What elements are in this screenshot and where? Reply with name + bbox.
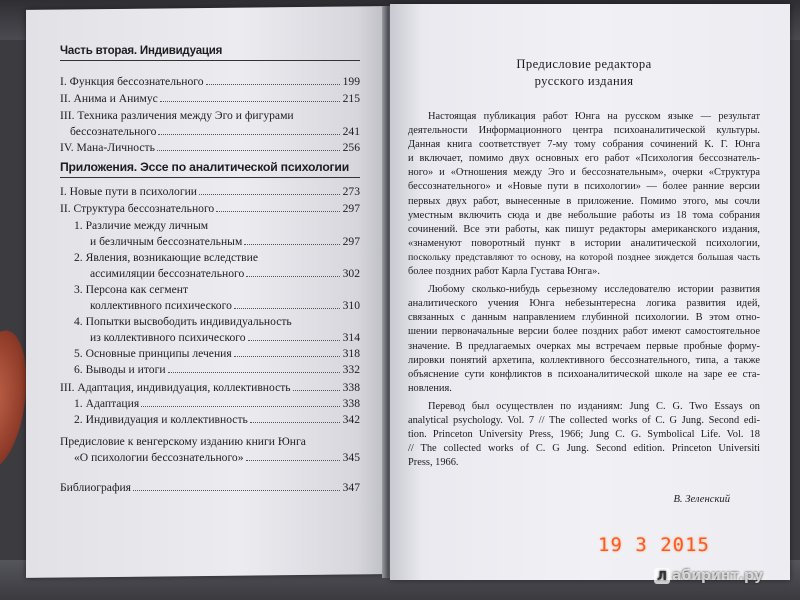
- toc-leader: [248, 340, 340, 341]
- text-line: «знаменуют поворотный пункт в истории аналитической психологии,: [408, 237, 760, 249]
- toc-page: 302: [342, 267, 360, 280]
- toc-rule: [60, 177, 360, 178]
- toc-row: [60, 91, 360, 106]
- toc-page: 215: [342, 92, 360, 105]
- toc-page: 256: [342, 141, 360, 154]
- toc-entry: и безличным бессознательным: [90, 235, 243, 248]
- toc-page: 318: [342, 347, 360, 360]
- preface-signature: В. Зеленский: [673, 494, 730, 505]
- labirint-logo-icon: Л: [654, 568, 670, 584]
- toc-rule: [60, 60, 360, 61]
- text-line: первых двух работ, вынесенные в приложение. Помимо этого, мы сочли: [408, 195, 760, 207]
- toc-entry: 1. Различие между личным: [74, 219, 209, 232]
- text-line: Press, 1966.: [408, 457, 459, 469]
- toc-entry: II. Структура бессознательного: [60, 202, 215, 215]
- toc-row: [60, 184, 360, 199]
- toc-leader: [234, 308, 340, 309]
- toc-row: [90, 234, 360, 249]
- toc-page: 241: [342, 125, 360, 138]
- text-line: Настоящая публикация работ Юнга на русском языке — результат: [428, 111, 760, 122]
- watermark: [654, 568, 763, 584]
- toc-part2-title: Часть вторая. Индивидуация: [60, 45, 223, 57]
- photo-date-stamp: 19 3 2015: [598, 534, 710, 556]
- text-line: поскольку представляют то основу, на которой позднее зиждется большая часть: [408, 251, 760, 263]
- text-line: связанных с данным направлением глубинной психологии. В этом отно-: [408, 312, 760, 324]
- toc-row: [74, 412, 360, 427]
- toc-row: [60, 74, 360, 89]
- text-line: бессознательного» и «Новые пути в психологии» — более ранние версии: [408, 181, 760, 193]
- text-line: значение. В предлагаемых очерках мы встречаем первые пробные форму-: [408, 340, 760, 352]
- preface-paragraph-1: [408, 110, 760, 279]
- toc-row: [74, 218, 360, 233]
- toc-row: [90, 266, 360, 281]
- toc-leader: [199, 194, 340, 195]
- text-line: новления.: [408, 382, 452, 394]
- toc-row: [60, 434, 360, 449]
- toc-leader: [160, 101, 340, 102]
- toc-page: 199: [342, 75, 360, 88]
- toc-entry: 1. Адаптация: [74, 397, 140, 410]
- toc-row: [90, 298, 360, 313]
- toc-entry: I. Функция бессознательного: [60, 75, 204, 88]
- toc-row: [74, 450, 360, 465]
- toc-leader: [293, 390, 340, 391]
- toc-leader: [250, 422, 340, 423]
- toc-entry: 2. Явления, возникающие вследствие: [74, 251, 259, 264]
- toc-row: [74, 282, 360, 297]
- toc-page: 297: [342, 202, 360, 215]
- toc-leader: [157, 150, 340, 151]
- toc-row: [70, 124, 360, 139]
- toc-row: [60, 108, 360, 123]
- text-line: объяснение сути конфликтов в психоаналитической школе на заре ее ста-: [408, 368, 760, 380]
- toc-entry: «О психологии бессознательного»: [74, 451, 244, 464]
- text-line: аналитического учения Юнга небезынтересна логика развития идей,: [408, 298, 760, 310]
- toc-entry: 6. Выводы и итоги: [74, 363, 166, 376]
- toc-page: 345: [342, 451, 360, 464]
- text-line: шении первоначальные версии более поздних работ имеют самостоятельное: [408, 326, 760, 338]
- toc-leader: [168, 372, 340, 373]
- toc-entry: 2. Индивидуация и коллективность: [74, 413, 248, 426]
- toc-entry: 3. Персона как сегмент: [74, 283, 189, 296]
- toc-row: [74, 314, 360, 329]
- text-line: и включает, помимо двух основных его работ «Психология бессознатель-: [408, 153, 760, 165]
- toc-entry: III. Адаптация, индивидуация, коллективность: [60, 381, 291, 394]
- text-line: // The collected works of C. G Jung. Second edition. Princeton Universiti: [408, 443, 760, 455]
- preface-paragraph-2: [408, 283, 760, 396]
- toc-row: [60, 201, 360, 216]
- toc-leader: [244, 244, 340, 245]
- toc-leader: [141, 406, 340, 407]
- toc-entry: IV. Мана-Личность: [60, 141, 155, 154]
- toc-leader: [206, 84, 340, 85]
- text-line: tion. Princeton University Press, 1966; Jung C. G. Symbolical Life. Vol. 18: [408, 429, 760, 441]
- text-line: лировки понятий архетипа, коллективного бессознательного, типа, а также: [408, 354, 760, 366]
- toc-page: 338: [342, 381, 360, 394]
- preface-title: [408, 56, 760, 90]
- toc-entry: I. Новые пути в психологии: [60, 185, 197, 198]
- text-line: сочинений. Все эти работы, как пишут редакторы американского издания,: [408, 223, 760, 235]
- toc-page: 273: [342, 185, 360, 198]
- toc-appendix-title: Приложения. Эссе по аналитической психологии: [60, 160, 350, 174]
- text-line: Данная книга соответствует 7-му тому собрания сочинений К. Г. Юнга: [408, 139, 760, 151]
- toc-entry: Предисловие к венгерскому изданию книги Юнга: [60, 435, 306, 448]
- toc-entry: бессознательного: [70, 125, 157, 138]
- toc-entry: 5. Основные принципы лечения: [74, 347, 232, 360]
- preface-paragraph-3: [408, 400, 760, 470]
- preface: [408, 34, 760, 470]
- toc-entry: коллективного психического: [90, 299, 232, 312]
- toc-row: [90, 330, 360, 345]
- text-line: Перевод был осуществлен по изданиям: Jung C. G. Two Essays on: [428, 400, 760, 412]
- text-line: analytical psychology. Vol. 7 // The collected works of C. G Jung. Second edi-: [408, 414, 760, 426]
- text-line: Любому сколько-нибудь серьезному исследователю истории развития: [428, 284, 760, 296]
- toc-leader: [216, 211, 340, 212]
- toc-leader: [234, 356, 340, 357]
- toc-row: [60, 480, 360, 495]
- text-line: ного» и «Отношения между Эго и бессознательным», очерки «Структура: [408, 167, 760, 179]
- toc-row: [74, 346, 360, 361]
- text-line: деятельности Информационного центра психоаналитической культуры.: [408, 125, 760, 137]
- text-line: уместным включить сюда и две небольшие работы из 18 тома собрания: [408, 209, 760, 221]
- toc-page: 342: [342, 413, 360, 426]
- toc-row: [74, 362, 360, 377]
- toc-page: 310: [342, 299, 360, 312]
- toc-page: 297: [342, 235, 360, 248]
- toc-row: [60, 380, 360, 395]
- toc-page: 314: [342, 331, 360, 344]
- toc-entry: III. Техника различения между Эго и фигурами: [60, 109, 294, 122]
- toc-entry: ассимиляции бессознательного: [90, 267, 245, 280]
- toc-row: [60, 140, 360, 155]
- toc-row: [74, 250, 360, 265]
- toc-leader: [133, 490, 340, 491]
- toc-entry: Библиография: [60, 481, 132, 494]
- toc-page: 332: [342, 363, 360, 376]
- toc-row: [74, 396, 360, 411]
- watermark-text: абиринт.ру: [672, 568, 764, 584]
- toc-leader: [246, 460, 340, 461]
- toc-entry: II. Анима и Анимус: [60, 92, 158, 105]
- toc-leader: [246, 276, 340, 277]
- preface-title-line1: Предисловие редактора: [516, 57, 652, 71]
- toc-leader: [158, 134, 340, 135]
- toc-entry: 4. Попытки высвободить индивидуальность: [74, 315, 292, 328]
- toc-page: 338: [342, 397, 360, 410]
- preface-title-line2: русского издания: [534, 74, 634, 88]
- toc-page: 347: [342, 481, 360, 494]
- text-line: более поздних работ Карла Густава Юнга».: [408, 266, 600, 278]
- toc-entry: из коллективного психического: [90, 331, 246, 344]
